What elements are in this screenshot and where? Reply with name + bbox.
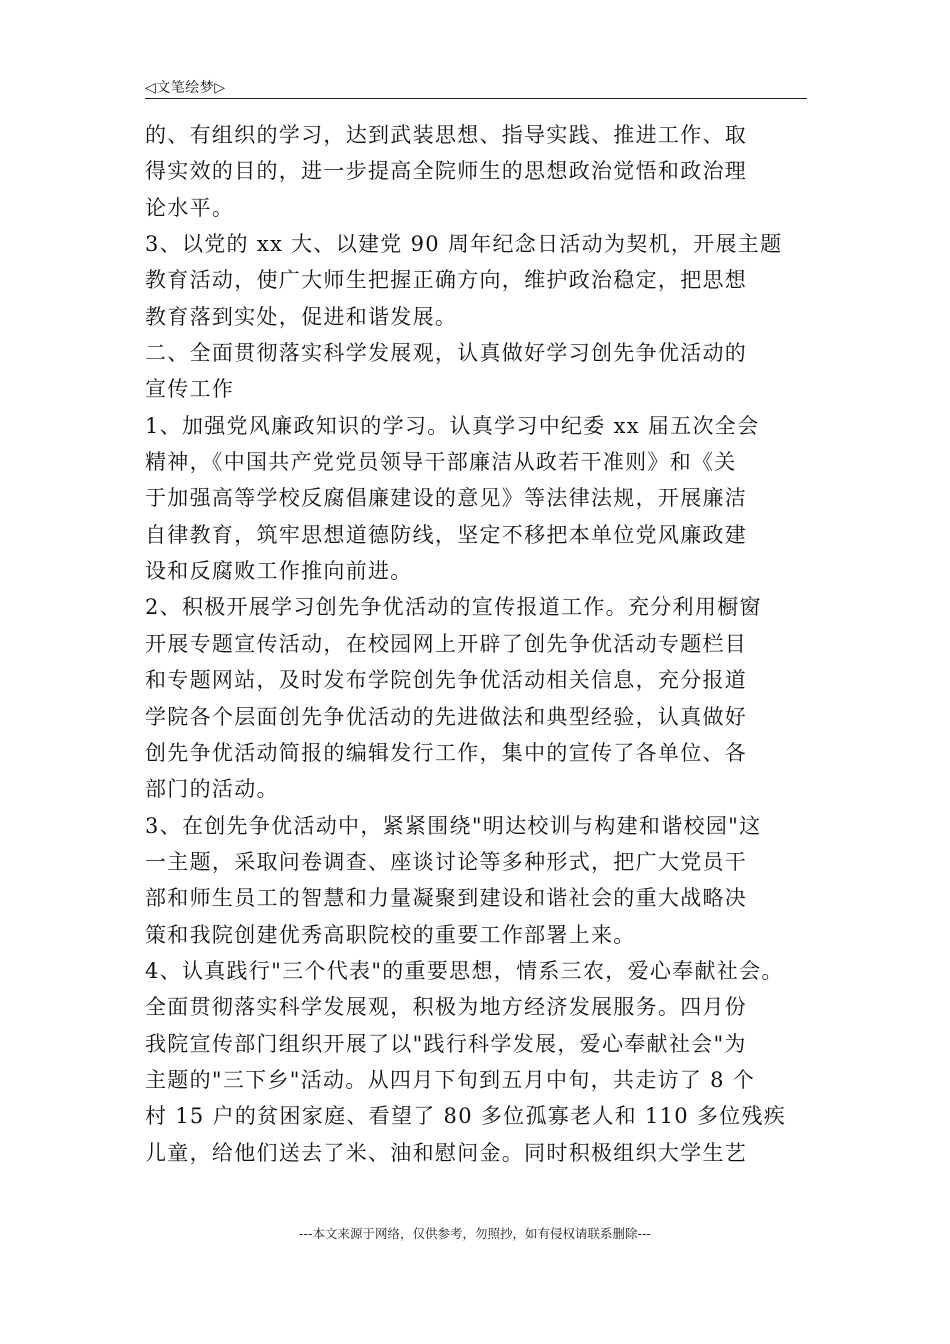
text-line: 全面贯彻落实科学发展观，积极为地方经济发展服务。四月份 bbox=[145, 995, 748, 1020]
text-line: 部门的活动。 bbox=[145, 777, 279, 802]
text-line: 创先争优活动简报的编辑发行工作，集中的宣传了各单位、各 bbox=[145, 740, 748, 765]
page-footer: ---本文来源于网络，仅供参考，勿照抄，如有侵权请联系删除--- bbox=[298, 1226, 652, 1241]
text-line: 部和师生员工的智慧和力量凝聚到建设和谐社会的重大战略决 bbox=[145, 886, 748, 911]
text-line: 村 15 户的贫困家庭、看望了 80 多位孤寡老人和 110 多位残疾 bbox=[145, 1104, 787, 1129]
text-line: 教育活动，使广大师生把握正确方向，维护政治稳定，把思想 bbox=[145, 268, 748, 293]
header-title: ◁文笔绘梦▷ bbox=[145, 80, 226, 96]
section-heading: 宣传工作 bbox=[145, 377, 235, 402]
text-line: 一主题，采取问卷调查、座谈讨论等多种形式，把广大党员干 bbox=[145, 849, 748, 874]
text-line: 学院各个层面创先争优活动的先进做法和典型经验，认真做好 bbox=[145, 704, 748, 729]
text-line: 儿童，给他们送去了米、油和慰问金。同时积极组织大学生艺 bbox=[145, 1140, 748, 1165]
section-heading: 二、全面贯彻落实科学发展观，认真做好学习创先争优活动的 bbox=[145, 341, 748, 366]
text-line: 策和我院创建优秀高职院校的重要工作部署上来。 bbox=[145, 922, 636, 947]
text-line: 3、以党的 xx 大、以建党 90 周年纪念日活动为契机，开展主题 bbox=[145, 232, 783, 257]
text-line: 于加强高等学校反腐倡廉建设的意见》等法律法规，开展廉洁 bbox=[145, 486, 748, 511]
text-line: 教育落到实处，促进和谐发展。 bbox=[145, 304, 458, 329]
text-line: 和专题网站，及时发布学院创先争优活动相关信息，充分报道 bbox=[145, 668, 748, 693]
text-line: 得实效的目的，进一步提高全院师生的思想政治觉悟和政治理 bbox=[145, 159, 748, 184]
text-line: 4、认真践行"三个代表"的重要思想，情系三农，爱心奉献社会。 bbox=[145, 958, 784, 983]
text-line: 精神，《中国共产党党员领导干部廉洁从政若干准则》和《关 bbox=[145, 450, 737, 475]
text-line: 3、在创先争优活动中，紧紧围绕"明达校训与构建和谐校园"这 bbox=[145, 813, 762, 838]
text-line: 设和反腐败工作推向前进。 bbox=[145, 559, 413, 584]
text-line: 开展专题宣传活动，在校园网上开辟了创先争优活动专题栏目 bbox=[145, 631, 748, 656]
text-line: 主题的"三下乡"活动。从四月下旬到五月中旬，共走访了 8 个 bbox=[145, 1067, 756, 1092]
text-line: 2、积极开展学习创先争优活动的宣传报道工作。充分利用橱窗 bbox=[145, 595, 762, 620]
document-body bbox=[145, 117, 825, 1171]
text-line: 的、有组织的学习，达到武装思想、指导实践、推进工作、取 bbox=[145, 123, 748, 147]
page-header bbox=[145, 73, 807, 99]
text-line: 自律教育，筑牢思想道德防线，坚定不移把本单位党风廉政建 bbox=[145, 522, 748, 547]
text-line: 论水平。 bbox=[145, 195, 235, 220]
text-line: 我院宣传部门组织开展了以"践行科学发展，爱心奉献社会"为 bbox=[145, 1031, 747, 1056]
text-line: 1、加强党风廉政知识的学习。认真学习中纪委 xx 届五次全会 bbox=[145, 413, 760, 438]
